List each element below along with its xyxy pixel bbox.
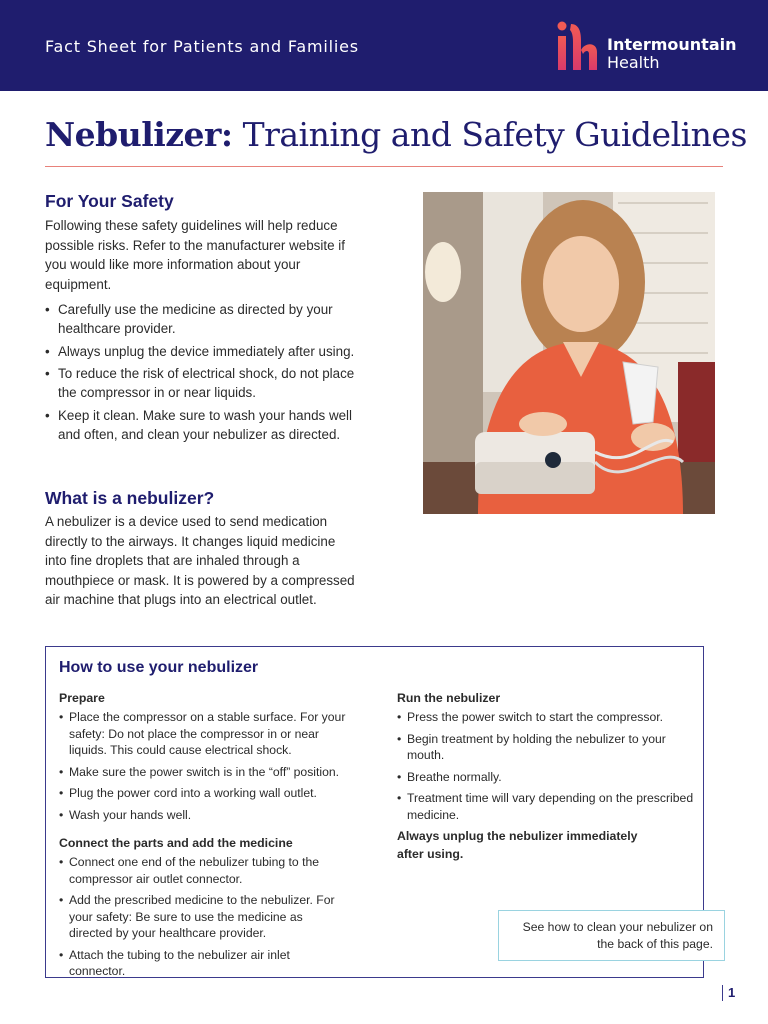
page-title-bold: Nebulizer: <box>45 115 233 154</box>
intermountain-logo <box>555 20 735 74</box>
list-item: • Wash your hands well. <box>59 807 359 824</box>
list-item: • Attach the tubing to the nebulizer air inlet connector. <box>59 947 349 980</box>
intermountain-logo-icon <box>555 20 601 74</box>
header-banner <box>0 0 768 91</box>
page-title-light: Training and Safety Guidelines <box>232 115 747 154</box>
connect-list <box>59 854 349 985</box>
list-item: • Place the compressor on a stable surface. For your safety: Do not place the compressor in or near liquids. This could cause electrical shock. <box>59 709 359 759</box>
connect-heading: Connect the parts and add the medicine <box>59 836 293 850</box>
list-item: • Always unplug the device immediately after using. <box>45 342 355 361</box>
howto-heading: How to use your nebulizer <box>59 659 259 676</box>
title-divider <box>45 166 723 167</box>
list-item: • Press the power switch to start the compressor. <box>397 709 697 726</box>
header-title: Fact Sheet for Patients and Families <box>45 37 359 56</box>
list-item: • Make sure the power switch is in the “off” position. <box>59 764 359 781</box>
woman-with-nebulizer-photo <box>423 192 715 514</box>
what-body: A nebulizer is a device used to send medication directly to the airways. It changes liquid medicine into fine droplets that are inhaled through a mouthpiece or mask. It is powered by a compressed air machine that plugs into an electrical outlet. <box>45 514 355 608</box>
list-item: • Plug the power cord into a working wall outlet. <box>59 785 359 802</box>
safety-heading: For Your Safety <box>45 191 174 211</box>
safety-intro: Following these safety guidelines will help reduce possible risks. Refer to the manufacturer website if you would like more information about your equipment. <box>45 218 345 292</box>
list-item: • Treatment time will vary depending on the prescribed medicine. <box>397 790 697 823</box>
list-item: • Keep it clean. Make sure to wash your hands well and often, and clean your nebulizer as directed. <box>45 406 355 444</box>
how-to-use-box <box>45 646 713 978</box>
run-list <box>397 709 697 828</box>
logo-wordmark <box>607 36 737 72</box>
logo-line1: Intermountain <box>607 35 737 54</box>
prepare-list <box>59 709 359 828</box>
prepare-heading: Prepare <box>59 691 105 705</box>
page-number: 1 <box>722 985 735 1001</box>
photo-illustration <box>423 192 715 514</box>
safety-list <box>45 300 355 447</box>
what-heading: What is a nebulizer? <box>45 488 215 508</box>
list-item: • Add the prescribed medicine to the nebulizer. For your safety: Be sure to use the medicine as directed by your healthcare provider. <box>59 892 349 942</box>
logo-line2: Health <box>607 53 660 72</box>
page-title <box>45 115 747 154</box>
clean-reference-note: See how to clean your nebulizer on the back of this page. <box>498 910 725 961</box>
list-item: • Breathe normally. <box>397 769 697 786</box>
list-item: • To reduce the risk of electrical shock, do not place the compressor in or near liquids. <box>45 364 355 402</box>
always-unplug-note: Always unplug the nebulizer immediately after using. <box>397 829 638 861</box>
list-item: • Carefully use the medicine as directed by your healthcare provider. <box>45 300 355 338</box>
run-heading: Run the nebulizer <box>397 691 501 705</box>
list-item: • Begin treatment by holding the nebulizer to your mouth. <box>397 731 697 764</box>
list-item: • Connect one end of the nebulizer tubing to the compressor air outlet connector. <box>59 854 349 887</box>
